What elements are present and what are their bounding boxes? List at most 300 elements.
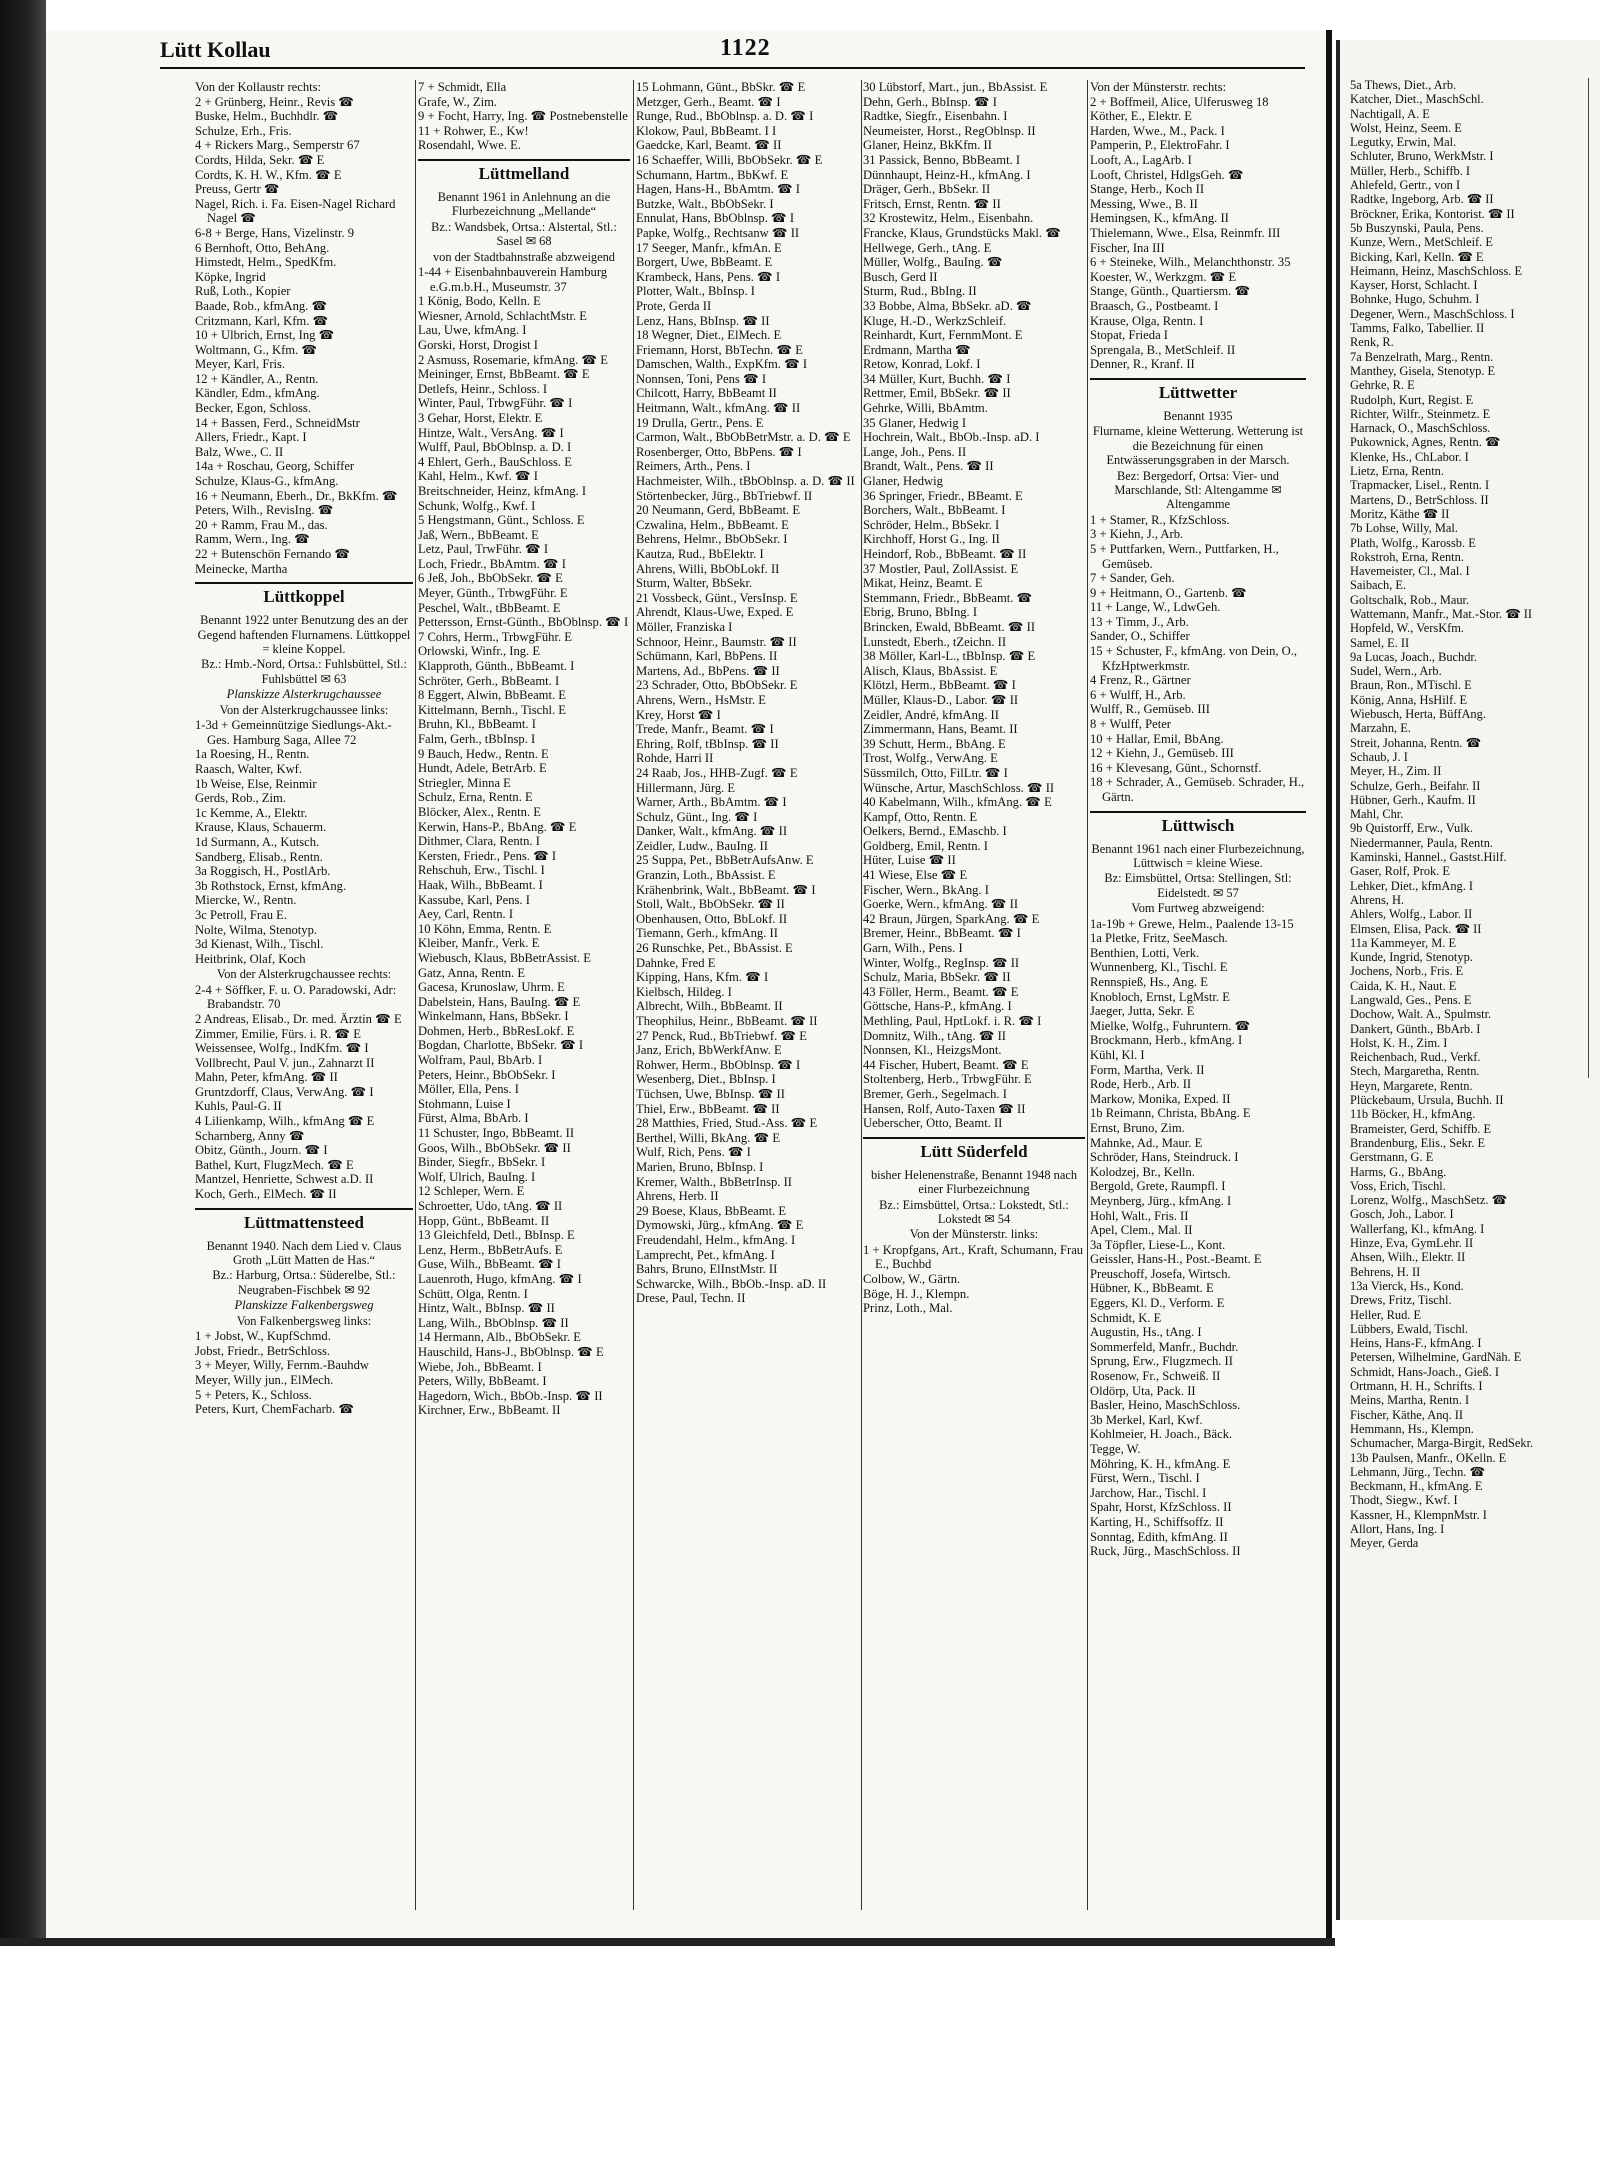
- resident-entry: Hohl, Walt., Fris. II: [1090, 1208, 1189, 1223]
- resident-entry: Sandberg, Elisab., Rentn.: [195, 849, 323, 864]
- facing-page-entry: Katcher, Diet., MaschSchl.: [1350, 92, 1484, 107]
- resident-entry: Trede, Manfr., Beamt. ☎ I: [636, 722, 774, 737]
- resident-entry: Stoll, Walt., BbObSekr. ☎ II: [636, 897, 785, 912]
- resident-entry: Klokow, Paul, BbBeamt. I I: [636, 123, 777, 138]
- resident-entry: Fürst, Wern., Tischl. I: [1090, 1471, 1200, 1486]
- facing-page-entry: Beckmann, H., kfmAng. E: [1350, 1479, 1483, 1494]
- resident-entry: Schröder, Hans, Steindruck. I: [1090, 1150, 1239, 1165]
- resident-entry: Wulff, Paul, BbOblnsp. a. D. I: [418, 440, 572, 455]
- facing-page-entry: 7a Benzelrath, Marg., Rentn.: [1350, 349, 1494, 364]
- facing-page-entry: Plückebaum, Ursula, Buchh. II: [1350, 1093, 1504, 1108]
- resident-entry: Schulz, Erna, Rentn. E: [418, 790, 533, 805]
- resident-entry: 3d Kienast, Wilh., Tischl.: [195, 937, 324, 952]
- resident-entry: Plotter, Walt., BbInsp. I: [636, 284, 755, 299]
- resident-entry: Wunnenberg, Kl., Tischl. E: [1090, 960, 1228, 975]
- resident-entry: 7 + Schmidt, Ella: [418, 80, 507, 94]
- resident-entry: Warner, Arth., BbAmtm. ☎ I: [636, 795, 787, 810]
- resident-entry: Oelkers, Bernd., EMaschb. I: [863, 824, 1007, 839]
- resident-entry: 12 Schleper, Wern. E: [418, 1184, 525, 1199]
- resident-entry: 17 Seeger, Manfr., kfmAn. E: [636, 240, 782, 255]
- resident-entry: Rettmer, Emil, BbSekr. ☎ II: [863, 386, 1011, 401]
- street-note: Bz.: Hmb.-Nord, Ortsa.: Fuhlsbüttel, Stl.: Fuhlsbüttel ✉ 63: [201, 657, 407, 686]
- directory-column-5: [1090, 80, 1306, 1559]
- resident-entry: 1 + Jobst, W., KupfSchmd.: [195, 1329, 331, 1344]
- resident-entry: Gacesa, Krunoslaw, Uhrm. E: [418, 980, 565, 995]
- facing-page-entry: Manthey, Gisela, Stenotyp. E: [1350, 363, 1496, 378]
- facing-page-entry: Hinze, Eva, GymLehr. II: [1350, 1236, 1474, 1251]
- resident-entry: Klapproth, Günth., BbBeamt. I: [418, 659, 575, 674]
- resident-entry: Rehschuh, Erw., Tischl. I: [418, 863, 545, 878]
- resident-entry: Sander, O., Schiffer: [1090, 629, 1190, 644]
- facing-page-entry: Heins, Hans-F., kfmAng. I: [1350, 1336, 1482, 1351]
- resident-entry: Peters, Willy, BbBeamt. I: [418, 1374, 547, 1389]
- facing-page-entry: Elmsen, Elisa, Pack. ☎ II: [1350, 921, 1482, 936]
- street-note: Bez: Bergedorf, Ortsa: Vier- und Marschlande, Stl: Altengamme ✉ Altengamme: [1114, 468, 1282, 512]
- resident-entry: Drese, Paul, Techn. II: [636, 1291, 746, 1306]
- facing-page-entry: Richter, Wilfr., Steinmetz. E: [1350, 406, 1491, 421]
- facing-page-entry: Schaub, J. I: [1350, 749, 1408, 764]
- street-note: Flurname, kleine Wetterung. Wetterung ist die Bezeichnung für einen Entwässerungsgraben in der Marsch.: [1092, 424, 1304, 468]
- facing-page-entry: Wattemann, Manfr., Mat.-Stor. ☎ II: [1350, 606, 1533, 621]
- resident-entry: 2 + Grünberg, Heinr., Revis ☎: [195, 94, 354, 109]
- resident-entry: Schulze, Erh., Fris.: [195, 123, 292, 138]
- resident-entry: Preuss, Gertr ☎: [195, 182, 280, 197]
- resident-entry: Lunstedt, Eberh., tZeichn. II: [863, 634, 1007, 649]
- resident-entry: Baade, Rob., kfmAng. ☎: [195, 298, 328, 313]
- resident-entry: Peschel, Walt., tBbBeamt. E: [418, 600, 561, 615]
- resident-entry: 2 + Boffmeil, Alice, Ulferusweg 18: [1090, 94, 1269, 109]
- resident-entry: Goos, Wilh., BbObSekr. ☎ II: [418, 1140, 571, 1155]
- street-note: Benannt 1961 in Anlehnung an die Flurbezeichnung „Mellande“: [437, 189, 611, 219]
- resident-entry: 9 + Focht, Harry, Ing. ☎ Postnebenstelle: [418, 109, 628, 124]
- resident-entry: Wiebe, Joh., BbBeamt. I: [418, 1359, 542, 1374]
- resident-entry: Hüter, Luise ☎ II: [863, 853, 956, 868]
- resident-entry: Schulz, Maria, BbSekr. ☎ II: [863, 970, 1011, 985]
- resident-entry: 1-44 + Eisenbahnbauverein Hamburg e.G.m.b.H., Museumstr. 37: [418, 265, 608, 294]
- column-rule: [633, 80, 634, 1910]
- resident-entry: Kittelmann, Bernh., Tischl. E: [418, 702, 566, 717]
- resident-entry: 3c Petroll, Frau E.: [195, 907, 287, 922]
- resident-entry: 2-4 + Söffker, F. u. O. Paradowski, Adr: Brabandstr. 70: [195, 982, 397, 1012]
- resident-entry: 6 + Steineke, Wilh., Melanchthonstr. 35: [1090, 255, 1291, 270]
- resident-entry: 1a-19b + Grewe, Helm., Paalende 13-15: [1090, 916, 1294, 931]
- resident-entry: Tegge, W.: [1090, 1442, 1141, 1456]
- column-rule: [415, 80, 416, 1910]
- resident-entry: Schulz, Günt., Ing. ☎ I: [636, 809, 758, 824]
- resident-entry: Bremer, Heinr., BbBeamt. ☎ I: [863, 926, 1021, 941]
- resident-entry: 18 Wegner, Diet., ElMech. E: [636, 328, 782, 343]
- resident-entry: Ahrens, Wern., HsMstr. E: [636, 692, 766, 707]
- resident-entry: Von der Münsterstr. rechts:: [1090, 80, 1227, 94]
- scan-binding-shadow: [0, 0, 46, 1945]
- resident-entry: Brandt, Walt., Pens. ☎ II: [863, 459, 994, 474]
- resident-entry: 1a Pletke, Fritz, SeeMasch.: [1090, 931, 1228, 946]
- resident-entry: 9 + Heitmann, O., Gartenb. ☎: [1090, 585, 1247, 600]
- resident-entry: 32 Krostewitz, Helm., Eisenbahn.: [863, 211, 1034, 226]
- facing-page-entry: Heller, Rud. E: [1350, 1307, 1422, 1322]
- facing-page-entry: Hopfeld, W., VersKfm.: [1350, 621, 1465, 636]
- resident-entry: Jarchow, Har., Tischl. I: [1090, 1485, 1207, 1500]
- resident-entry: Albrecht, Wilh., BbBeamt. II: [636, 999, 783, 1014]
- facing-page-entry: Müller, Herb., Schiffb. I: [1350, 163, 1471, 178]
- resident-entry: Marien, Bruno, BbInsp. I: [636, 1159, 764, 1174]
- facing-page-entry: 7b Lohse, Willy, Mal.: [1350, 521, 1458, 536]
- resident-entry: Basler, Heino, MaschSchloss.: [1090, 1398, 1241, 1413]
- resident-entry: Meynberg, Jürg., kfmAng. I: [1090, 1193, 1232, 1208]
- directory-column-3: [636, 80, 860, 1306]
- resident-entry: 5 + Peters, K., Schloss.: [195, 1387, 312, 1402]
- facing-page-entry: Thodt, Siegw., Kwf. I: [1350, 1493, 1458, 1508]
- column-rule: [861, 80, 862, 1910]
- facing-page-entry: Samel, E. II: [1350, 635, 1410, 650]
- resident-entry: 37 Mostler, Paul, ZollAssist. E: [863, 561, 1019, 576]
- resident-entry: Guse, Wilh., BbBeamt. ☎ I: [418, 1257, 561, 1272]
- resident-entry: Kuhls, Paul-G. II: [195, 1099, 282, 1114]
- resident-entry: Gerds, Rob., Zim.: [195, 791, 286, 806]
- facing-page-entry: Klenke, Hs., ChLabor. I: [1350, 449, 1469, 464]
- resident-entry: 27 Penck, Rud., BbTriebwf. ☎ E: [636, 1028, 807, 1043]
- resident-entry: Augustin, Hs., tAng. I: [1090, 1325, 1202, 1340]
- resident-entry: Störtenbecker, Jürg., BbTriebwf. II: [636, 488, 813, 503]
- resident-entry: Wiesner, Arnold, SchlachtMstr. E: [418, 308, 587, 323]
- facing-page-entry: Braun, Ron., MTischl. E: [1350, 678, 1472, 693]
- facing-page-entry: Bohnke, Hugo, Schuhm. I: [1350, 292, 1480, 307]
- resident-entry: Ebrig, Bruno, BbIng. I: [863, 605, 978, 620]
- resident-entry: Hemingsen, K., kfmAng. II: [1090, 211, 1229, 226]
- resident-entry: 4 Ehlert, Gerh., BauSchloss. E: [418, 454, 572, 469]
- page-number: 1122: [720, 35, 771, 61]
- resident-entry: 5 Hengstmann, Günt., Schloss. E: [418, 513, 585, 528]
- facing-page-entry: Reichenbach, Rud., Verkf.: [1350, 1050, 1481, 1065]
- resident-entry: 33 Bobbe, Alma, BbSekr. aD. ☎: [863, 298, 1032, 313]
- resident-entry: 31 Passick, Benno, BbBeamt. I: [863, 152, 1021, 167]
- resident-entry: 6 + Wulff, H., Arb.: [1090, 687, 1186, 702]
- resident-entry: Bogdan, Charlotte, BbSekr. ☎ I: [418, 1038, 584, 1053]
- facing-page-entry: Gaser, Rolf, Prok. E: [1350, 864, 1450, 879]
- facing-page-entry: König, Anna, HsHilf. E: [1350, 692, 1468, 707]
- resident-entry: Sturm, Rud., BbIng. II: [863, 284, 977, 299]
- resident-entry: Mahn, Peter, kfmAng. ☎ II: [195, 1070, 338, 1085]
- resident-entry: Kolodzej, Br., Kelln.: [1090, 1164, 1195, 1179]
- resident-entry: Rosenow, Fr., Schweiß. II: [1090, 1369, 1221, 1384]
- facing-page-entry: Degener, Wern., MaschSchloss. I: [1350, 306, 1515, 321]
- resident-entry: 15 + Schuster, F., kfmAng. von Dein, O., KfzHptwerkmstr.: [1090, 644, 1298, 673]
- page-header: [160, 35, 1305, 69]
- resident-entry: Markow, Monika, Exped. II: [1090, 1091, 1231, 1106]
- resident-entry: Raasch, Walter, Kwf.: [195, 762, 303, 776]
- resident-entry: Sonntag, Edith, kfmAng. II: [1090, 1529, 1228, 1544]
- facing-page-entry: Rudolph, Kurt, Regist. E: [1350, 392, 1474, 407]
- resident-entry: Trost, Wolfg., VerwAng. E: [863, 751, 998, 766]
- facing-page-entry: Stech, Margaretha, Rentn.: [1350, 1064, 1480, 1079]
- resident-entry: Möhring, K. H., kfmAng. E: [1090, 1456, 1231, 1471]
- resident-entry: Dahnke, Fred E: [636, 955, 716, 970]
- facing-page-entry: Dankert, Günth., BbArb. I: [1350, 1021, 1481, 1036]
- resident-entry: Mahnke, Ad., Maur. E: [1090, 1135, 1203, 1150]
- facing-page-entry: Heimann, Heinz, MaschSchloss. E: [1350, 263, 1523, 278]
- resident-entry: 21 Vossbeck, Günt., VersInsp. E: [636, 590, 798, 605]
- resident-entry: Von der Kollaustr rechts:: [195, 80, 322, 94]
- resident-entry: Kirchner, Erw., BbBeamt. II: [418, 1403, 561, 1418]
- resident-entry: Lenz, Herm., BbBetrAufs. E: [418, 1242, 563, 1257]
- street-heading: Lüttmattensteed: [195, 1208, 413, 1236]
- resident-entry: Radtke, Siegfr., Eisenbahn. I: [863, 109, 1008, 124]
- facing-page-entry: Kassner, H., KlempnMstr. I: [1350, 1507, 1487, 1522]
- resident-entry: 6 Bernhoft, Otto, BehAng.: [195, 240, 330, 255]
- resident-entry: Lamprecht, Pet., kfmAng. I: [636, 1247, 775, 1262]
- resident-entry: Sprung, Erw., Flugzmech. II: [1090, 1354, 1233, 1369]
- resident-entry: 40 Kabelmann, Wilh., kfmAng. ☎ E: [863, 795, 1052, 810]
- resident-entry: Critzmann, Karl, Kfm. ☎: [195, 313, 329, 328]
- resident-entry: Peters, Heinr., BbObSekr. I: [418, 1067, 556, 1082]
- resident-entry: Karting, H., Schiffsoffz. II: [1090, 1514, 1224, 1529]
- resident-entry: Cordts, K. H. W., Kfm. ☎ E: [195, 167, 342, 182]
- street-note: Bz.: Wandsbek, Ortsa.: Alstertal, Stl.: Sasel ✉ 68: [431, 219, 617, 249]
- resident-entry: Chilcott, Harry, BbBeamt II: [636, 386, 777, 401]
- resident-entry: Rode, Herb., Arb. II: [1090, 1077, 1192, 1092]
- resident-entry: Jaß, Wern., BbBeamt. E: [418, 527, 539, 542]
- resident-entry: Geissler, Hans-H., Post.-Beamt. E: [1090, 1252, 1262, 1267]
- resident-entry: Colbow, W., Gärtn.: [863, 1271, 961, 1286]
- facing-page-entry: Kunde, Ingrid, Stenotyp.: [1350, 950, 1473, 965]
- resident-entry: Heitbrink, Olaf, Koch: [195, 951, 306, 966]
- resident-entry: Zimmermann, Hans, Beamt. II: [863, 722, 1018, 737]
- resident-entry: Schmidt, K. E: [1090, 1310, 1162, 1325]
- resident-entry: 5 + Puttfarken, Wern., Puttfarken, H., Gemüseb.: [1090, 541, 1279, 571]
- facing-page-entry: Meins, Martha, Rentn. I: [1350, 1393, 1470, 1408]
- resident-entry: 16 + Neumann, Eberh., Dr., BkKfm. ☎: [195, 488, 398, 503]
- resident-entry: Göttsche, Hans-P., kfmAng. I: [863, 999, 1012, 1014]
- resident-entry: Thielemann, Wwe., Elsa, Reinmfr. III: [1090, 225, 1281, 240]
- resident-entry: 1b Reimann, Christa, BbAng. E: [1090, 1106, 1251, 1121]
- resident-entry: Bruhn, Kl., BbBeamt. I: [418, 717, 536, 732]
- facing-page-entry: Ahlers, Wolfg., Labor. II: [1350, 907, 1473, 922]
- resident-entry: Schulze, Klaus-G., kfmAng.: [195, 474, 339, 489]
- resident-entry: Sturm, Walter, BbSekr.: [636, 576, 753, 591]
- resident-entry: Nolte, Wilma, Stenotyp.: [195, 922, 318, 937]
- resident-entry: Klötzl, Herm., BbBeamt. ☎ I: [863, 678, 1016, 693]
- resident-entry: 3a Töpfler, Liese-L., Kont.: [1090, 1237, 1226, 1252]
- resident-entry: Granzin, Loth., BbAssist. E: [636, 868, 776, 883]
- resident-entry: Zeidler, Ludw., BauIng. II: [636, 838, 768, 853]
- resident-entry: 12 + Kändler, A., Rentn.: [195, 371, 319, 386]
- resident-entry: Hansen, Rolf, Auto-Taxen ☎ II: [863, 1101, 1026, 1116]
- resident-entry: Orlowski, Winfr., Ing. E: [418, 644, 541, 659]
- resident-entry: Zimmer, Emilie, Fürs. i. R. ☎ E: [195, 1026, 361, 1041]
- resident-entry: 11 Schuster, Ingo, BbBeamt. II: [418, 1126, 575, 1141]
- street-note: Von der Alsterkrugchaussee links:: [219, 702, 389, 717]
- resident-entry: Koester, W., Werkzgm. ☎ E: [1090, 269, 1237, 284]
- resident-entry: 15 Lohmann, Günt., BbSkr. ☎ E: [636, 80, 806, 94]
- facing-page-entry: Harms, G., BbAng.: [1350, 1164, 1447, 1179]
- resident-entry: 8 + Wulff, Peter: [1090, 717, 1171, 732]
- resident-entry: Haak, Wilh., BbBeamt. I: [418, 877, 543, 892]
- facing-page-entry: Meyer, Gerda: [1350, 1536, 1419, 1551]
- resident-entry: 42 Braun, Jürgen, SparkAng. ☎ E: [863, 911, 1040, 926]
- resident-entry: Kampf, Otto, Rentn. E: [863, 809, 978, 824]
- resident-entry: Dünnhaupt, Heinz-H., kfmAng. I: [863, 167, 1031, 182]
- resident-entry: Falm, Gerh., tBbInsp. I: [418, 732, 536, 746]
- resident-entry: Ahrens, Willi, BbObLokf. II: [636, 561, 780, 576]
- resident-entry: 4 Lilienkamp, Wilh., kfmAng ☎ E: [195, 1114, 375, 1129]
- resident-entry: 3a Roggisch, H., PostlArb.: [195, 864, 331, 879]
- resident-entry: Striegler, Minna E: [418, 775, 511, 790]
- resident-entry: Müller, Klaus-D., Labor. ☎ II: [863, 692, 1019, 707]
- facing-page-entry: Meyer, H., Zim. II: [1350, 764, 1442, 779]
- resident-entry: Lang, Wilh., BbOblnsp. ☎ II: [418, 1315, 569, 1330]
- resident-entry: Hundt, Adele, BetrArb. E: [418, 761, 547, 776]
- resident-entry: Mikat, Heinz, Beamt. E: [863, 576, 983, 591]
- resident-entry: Harden, Wwe., M., Pack. I: [1090, 123, 1225, 138]
- resident-entry: Czwalina, Helm., BbBeamt. E: [636, 517, 789, 532]
- resident-entry: 43 Föller, Herm., Beamt. ☎ E: [863, 984, 1019, 999]
- resident-entry: Lau, Uwe, kfmAng. I: [418, 323, 527, 338]
- resident-entry: Methling, Paul, HptLokf. i. R. ☎ I: [863, 1014, 1042, 1028]
- facing-page-entry: Lorenz, Wolfg., MaschSetz. ☎: [1350, 1193, 1508, 1208]
- facing-page-entry: Martens, D., BetrSchloss. II: [1350, 492, 1489, 507]
- resident-entry: Thiel, Erw., BbBeamt. ☎ II: [636, 1101, 780, 1116]
- resident-entry: Weissensee, Wolfg., IndKfm. ☎ I: [195, 1041, 369, 1056]
- scan-page-edge: [0, 1938, 1335, 1946]
- resident-entry: 41 Wiese, Else ☎ E: [863, 868, 968, 883]
- resident-entry: Rohwer, Herm., BbOblnsp. ☎ I: [636, 1057, 801, 1072]
- resident-entry: Ramm, Wern., Ing. ☎: [195, 532, 310, 547]
- resident-entry: Hintz, Walt., BbInsp. ☎ II: [418, 1301, 555, 1316]
- column-rule: [1588, 78, 1589, 1078]
- resident-entry: Ueberscher, Otto, Beamt. II: [863, 1116, 1003, 1131]
- resident-entry: 1c Kemme, A., Elektr.: [195, 805, 308, 820]
- resident-entry: Looft, A., LagArb. I: [1090, 152, 1192, 167]
- facing-page-entry: Brandenburg, Elis., Sekr. E: [1350, 1135, 1486, 1150]
- resident-entry: 1d Surmann, A., Kutsch.: [195, 834, 320, 849]
- resident-entry: Borgert, Uwe, BbBeamt. E: [636, 255, 773, 270]
- resident-entry: 1 König, Bodo, Kelln. E: [418, 294, 541, 309]
- resident-entry: Reinhardt, Kurt, FernmMont. E: [863, 328, 1023, 343]
- resident-entry: Reimers, Arth., Pens. I: [636, 459, 751, 474]
- resident-entry: Breitschneider, Heinz, kfmAng. I: [418, 483, 587, 498]
- resident-entry: Meininger, Ernst, BbBeamt. ☎ E: [418, 367, 590, 382]
- resident-entry: Papke, Wolfg., Rechtsanw ☎ II: [636, 225, 800, 240]
- facing-page-entry: Gerstmann, G. E: [1350, 1150, 1434, 1165]
- resident-entry: Goerke, Wern., kfmAng. ☎ II: [863, 897, 1019, 912]
- facing-page-entry: Wallerfang, Kl., kfmAng. I: [1350, 1221, 1485, 1236]
- resident-entry: 10 + Hallar, Emil, BbAng.: [1090, 731, 1224, 746]
- resident-entry: Metzger, Gerh., Beamt. ☎ I: [636, 94, 781, 109]
- resident-entry: Braasch, G., Postbeamt. I: [1090, 298, 1219, 313]
- resident-entry: Retow, Konrad, Lokf. I: [863, 357, 981, 372]
- resident-entry: 29 Boese, Klaus, BbBeamt. E: [636, 1203, 787, 1218]
- resident-entry: Hochrein, Walt., BbOb.-Insp. aD. I: [863, 430, 1040, 445]
- resident-entry: Form, Martha, Verk. II: [1090, 1062, 1205, 1077]
- resident-entry: Meyer, Günth., TrbwgFühr. E: [418, 586, 568, 601]
- resident-entry: Francke, Klaus, Grundstücks Makl. ☎: [863, 225, 1061, 240]
- street-heading: Lüttkoppel: [195, 582, 413, 610]
- resident-entry: Loch, Friedr., BbAmtm. ☎ I: [418, 556, 566, 571]
- facing-page-entry: Drews, Fritz, Tischl.: [1350, 1293, 1452, 1308]
- resident-entry: 3 + Meyer, Willy, Fernm.-Bauhdw: [195, 1358, 369, 1373]
- resident-entry: Grafe, W., Zim.: [418, 94, 498, 109]
- resident-entry: 11 + Lange, W., LdwGeh.: [1090, 600, 1221, 615]
- street-note: Benannt 1922 unter Benutzung des an der Gegend haftenden Flurnamens. Lüttkoppel = kleine Koppel.: [197, 613, 411, 656]
- resident-entry: 1 + Kropfgans, Art., Kraft, Schumann, Frau E., Buchbd: [863, 1242, 1084, 1272]
- resident-entry: Hachmeister, Wilh., tBbOblnsp. a. D. ☎ II: [636, 474, 855, 489]
- street-heading: Lüttmelland: [418, 159, 630, 187]
- resident-entry: 30 Lübstorf, Mart., jun., BbAssist. E: [863, 80, 1048, 94]
- resident-entry: Schumann, Hartm., BbKwf. E: [636, 167, 789, 182]
- resident-entry: 3 + Kiehn, J., Arb.: [1090, 527, 1184, 542]
- resident-entry: 10 Köhn, Emma, Rentn. E: [418, 921, 552, 936]
- resident-entry: Kassube, Karl, Pens. I: [418, 892, 530, 907]
- resident-entry: Ahrendt, Klaus-Uwe, Exped. E: [636, 605, 794, 620]
- resident-entry: Heitmann, Walt., kfmAng. ☎ II: [636, 401, 801, 416]
- resident-entry: 34 Müller, Kurt, Buchh. ☎ I: [863, 371, 1011, 386]
- resident-entry: Martens, Ad., BbPens. ☎ II: [636, 663, 780, 678]
- facing-page-column: [1350, 78, 1590, 1551]
- facing-page-entry: Hemmann, Hs., Klempn.: [1350, 1421, 1474, 1436]
- resident-entry: Hopp, Günt., BbBeamt. II: [418, 1213, 550, 1228]
- facing-page-entry: Hübner, Gerh., Kaufm. II: [1350, 792, 1476, 807]
- resident-entry: Ruß, Loth., Kopier: [195, 284, 291, 299]
- resident-entry: 6-8 + Berge, Hans, Vizelinstr. 9: [195, 225, 355, 240]
- resident-entry: Ahrens, Herb. II: [636, 1189, 719, 1204]
- facing-page-entry: Pukownick, Agnes, Rentn. ☎: [1350, 435, 1501, 450]
- resident-entry: Jobst, Friedr., BetrSchloss.: [195, 1343, 331, 1358]
- facing-page-entry: 13b Paulsen, Manfr., OKelln. E: [1350, 1450, 1507, 1465]
- facing-page-entry: Marzahn, E.: [1350, 721, 1411, 736]
- resident-entry: 18 + Schrader, A., Gemüseb. Schrader, H., Gärtn.: [1090, 775, 1305, 804]
- facing-page-entry: Harnack, O., MaschSchloss.: [1350, 421, 1491, 436]
- resident-entry: Peters, Wilh., RevisIng. ☎: [195, 503, 334, 518]
- facing-page-entry: Bröckner, Erika, Kontorist. ☎ II: [1350, 206, 1515, 221]
- resident-entry: 39 Schutt, Herm., BbAng. E: [863, 736, 1006, 751]
- resident-entry: Eggers, Kl. D., Verform. E: [1090, 1296, 1225, 1311]
- resident-entry: Woltmann, G., Kfm. ☎: [195, 342, 318, 357]
- resident-entry: Krambeck, Hans, Pens. ☎ I: [636, 269, 781, 284]
- resident-entry: Tüchsen, Uwe, BbInsp. ☎ II: [636, 1086, 785, 1101]
- resident-entry: Schunk, Wolfg., Kwf. I: [418, 498, 536, 513]
- street-heading: Lüttwetter: [1090, 378, 1306, 406]
- resident-entry: Becker, Egon, Schloss.: [195, 401, 311, 416]
- resident-entry: Hübner, K., BbBeamt. E: [1090, 1281, 1214, 1296]
- resident-entry: Denner, R., Kranf. II: [1090, 357, 1195, 372]
- resident-entry: Rosenberger, Otto, BbPens. ☎ I: [636, 444, 802, 459]
- resident-entry: Preuschoff, Josefa, Wirtsch.: [1090, 1266, 1231, 1281]
- resident-entry: 13 + Timm, J., Arb.: [1090, 614, 1189, 629]
- street-note: Benannt 1935: [1163, 408, 1233, 423]
- resident-entry: 13 Gleichfeld, Detl., BbInsp. E: [418, 1228, 575, 1243]
- resident-entry: Bergold, Grete, Raumpfl. I: [1090, 1179, 1226, 1194]
- resident-entry: Hauschild, Hans-J., BbOblnsp. ☎ E: [418, 1344, 604, 1359]
- resident-entry: Stoltenberg, Herb., TrbwgFühr. E: [863, 1072, 1032, 1087]
- facing-page-entry: Caida, K. H., Naut. E: [1350, 978, 1457, 993]
- facing-page-entry: Streit, Johanna, Rentn. ☎: [1350, 735, 1482, 750]
- resident-entry: Dehn, Gerh., BbInsp. ☎ I: [863, 94, 997, 109]
- facing-page-entry: Lietz, Erna, Rentn.: [1350, 464, 1444, 479]
- resident-entry: Dymowski, Jürg., kfmAng. ☎ E: [636, 1218, 804, 1233]
- resident-entry: Prinz, Loth., Mal.: [863, 1301, 953, 1316]
- resident-entry: Letz, Paul, TrwFühr. ☎ I: [418, 542, 549, 557]
- facing-page-entry: Behrens, H. II: [1350, 1264, 1421, 1279]
- resident-entry: Wünsche, Artur, MaschSchloss. ☎ II: [863, 780, 1055, 795]
- resident-entry: Winter, Paul, TrbwgFühr. ☎ I: [418, 396, 573, 411]
- resident-entry: Lenz, Hans, BbInsp. ☎ II: [636, 313, 770, 328]
- resident-entry: Kerwin, Hans-P., BbAng. ☎ E: [418, 819, 577, 834]
- resident-entry: Stopat, Frieda I: [1090, 328, 1168, 343]
- resident-entry: Müller, Wolfg., BauIng. ☎: [863, 255, 1003, 270]
- facing-page-entry: 9b Quistorff, Erw., Vulk.: [1350, 821, 1473, 836]
- resident-entry: Rohde, Harri II: [636, 751, 714, 766]
- resident-entry: Obitz, Günth., Journ. ☎ I: [195, 1143, 328, 1158]
